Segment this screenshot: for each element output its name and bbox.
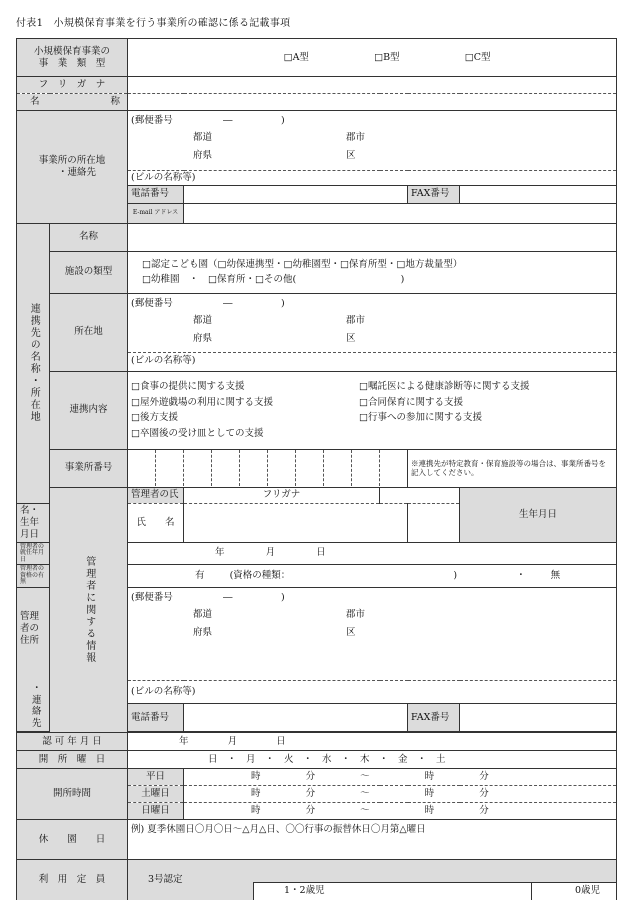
shozaichi-email-field[interactable] xyxy=(184,203,617,223)
kanrisha-fuken: 府県 xyxy=(193,627,213,639)
teiin-label xyxy=(17,860,128,901)
teiin-nintei: 3号認定 xyxy=(148,874,183,886)
renkei-building: (ビルの名称等) xyxy=(128,352,616,367)
shozaichi-fax-label: FAX番号 xyxy=(408,185,460,203)
shozaichi-yubin: (郵便番号 xyxy=(131,115,173,126)
renkei-name-field[interactable] xyxy=(128,223,617,251)
jikan-0-ji2: 時 xyxy=(424,771,435,783)
jikan-1-fun1: 分 xyxy=(305,788,316,800)
document-title: 付表1 小規模保育事業を行う事業所の確認に係る記載事項 xyxy=(16,18,291,29)
kanrisha-tel-label: 電話番号 xyxy=(128,704,184,732)
renkei-dash: ― xyxy=(223,297,233,309)
jikan-2-ji2: 時 xyxy=(424,805,435,817)
renkei-shozai-label: 所在地 xyxy=(50,293,128,371)
renkei-side-text: 連携先の名称・所在地 xyxy=(28,303,40,424)
renkei-shisetsu-line1[interactable]: □認定こども園（□幼保連携型・□幼稚園型・□保育所型・□地方裁量型） xyxy=(142,258,463,270)
kanrisha-tel-field[interactable] xyxy=(184,704,408,732)
kanrisha-birth-label: 生年月日 xyxy=(460,487,617,542)
kaisho-label: 開 所 曜 日 xyxy=(17,751,128,769)
kanrisha-shunin-field[interactable] xyxy=(128,542,617,565)
shunin-hi: 日 xyxy=(316,547,326,559)
kanrisha-shimei-label: 氏 名 xyxy=(128,503,184,542)
jikan-0-kara: ～ xyxy=(360,771,370,783)
jikan-2-ji1: 時 xyxy=(251,805,261,817)
naiyo-okugai-checkbox[interactable]: □屋外遊戯場の利用に関する支援 xyxy=(131,396,273,408)
jikan-row-2-day: 日曜日 xyxy=(128,803,184,820)
naiyo-godo-checkbox[interactable]: □合同保育に関する支援 xyxy=(359,396,463,408)
shozaichi-label xyxy=(17,111,128,224)
kanrisha-shunin-label: 管理者の就任年月日 xyxy=(17,542,50,565)
jikan-row-1[interactable] xyxy=(184,786,617,803)
kanrisha-close: ) xyxy=(281,592,285,604)
shozaichi-address[interactable] xyxy=(128,111,617,171)
renkei-bango-field[interactable] xyxy=(128,449,408,487)
kanrisha-ku: 区 xyxy=(346,627,356,639)
jigyo-ruikei-label-2: 事 業 類 型 xyxy=(38,57,106,69)
kanrisha-furigana-field[interactable] xyxy=(380,487,460,503)
jusho-label-2: ・連絡先 xyxy=(32,682,42,730)
naiyo-shokuji-checkbox[interactable]: □食事の提供に関する支援 xyxy=(131,380,245,392)
shikaku-ari[interactable]: 有 xyxy=(195,570,205,582)
kanrisha-shimei-field[interactable] xyxy=(184,503,408,542)
renkei-shozai-field[interactable] xyxy=(128,293,617,371)
teiin-age-row xyxy=(253,882,616,900)
jikan-row-0[interactable] xyxy=(184,769,617,786)
kanrisha-shikaku-field[interactable] xyxy=(128,565,617,588)
jigyo-ruikei-label xyxy=(17,39,128,77)
jikan-row-2[interactable] xyxy=(184,803,617,820)
kyuen-label: 休 園 日 xyxy=(17,820,128,860)
kanrisha-yubin: (郵便番号 xyxy=(131,592,173,604)
shikaku-shurui-close: ) xyxy=(453,570,458,582)
teiin-field xyxy=(128,860,617,901)
type-c-checkbox[interactable]: □C型 xyxy=(464,51,491,63)
renkei-shisetsu-options xyxy=(128,251,617,293)
shozaichi-label-2: ・連絡先 xyxy=(58,166,97,178)
jigyo-ruikei-options xyxy=(128,39,617,77)
renkei-fuken: 府県 xyxy=(193,332,213,344)
jikan-0-ji1: 時 xyxy=(251,771,261,783)
jikan-1-fun2: 分 xyxy=(479,788,489,800)
ninka-field[interactable] xyxy=(128,733,617,751)
renkei-naiyo-options xyxy=(128,371,617,449)
renkei-shisetsu-label: 施設の類型 xyxy=(50,251,128,293)
kanrisha-building[interactable]: (ビルの名称等) xyxy=(128,681,617,704)
teiin-age-0: 0歳児 xyxy=(575,885,601,897)
jikan-2-kara: ～ xyxy=(360,805,370,817)
renkei-naiyo-label: 連携内容 xyxy=(50,371,128,449)
kanrisha-jusho-label xyxy=(17,588,50,732)
kanrisha-name-label-1: 管理者の氏 xyxy=(128,487,184,503)
jikan-2-fun1: 分 xyxy=(305,805,316,817)
kanrisha-gunshi: 郡市 xyxy=(346,609,366,621)
shikaku-dot: ・ xyxy=(516,570,526,582)
jikan-0-fun2: 分 xyxy=(479,771,489,783)
meisho-label-right: 称 xyxy=(110,96,121,108)
type-b-checkbox[interactable]: □B型 xyxy=(374,51,400,63)
meisho-field[interactable] xyxy=(128,94,617,111)
renkei-shisetsu-line2[interactable]: □幼稚園 ・ □保育所・□その他( ) xyxy=(142,274,405,286)
naiyo-gyoji-checkbox[interactable]: □行事への参加に関する支援 xyxy=(359,412,482,424)
renkei-bango-label: 事業所番号 xyxy=(50,449,128,487)
furigana-label: フ リ ガ ナ xyxy=(17,77,128,94)
kanrisha-fax-field[interactable] xyxy=(460,704,617,732)
shozaichi-email-label: E-mail アドレス xyxy=(128,203,184,223)
kanrisha-name-label-2: 名・生年月日 xyxy=(17,503,50,542)
kanrisha-dash: ― xyxy=(223,592,233,604)
jikan-label: 開所時間 xyxy=(17,769,128,820)
kanrisha-side-text: 管理者に関する情報 xyxy=(83,556,95,665)
meisho-label-left: 名 xyxy=(30,96,40,108)
shozaichi-fuken: 府県 xyxy=(193,150,213,161)
shikaku-shurui: (資格の種類： xyxy=(229,570,291,582)
kanrisha-address[interactable] xyxy=(128,588,617,681)
kanrisha-todo: 都道 xyxy=(193,609,213,621)
ninka-nen: 年 xyxy=(179,735,189,747)
shozaichi-todo: 都道 xyxy=(193,132,213,143)
ninka-hi: 日 xyxy=(276,735,286,747)
jikan-1-ji1: 時 xyxy=(251,788,261,800)
kanrisha-furigana-label: フリガナ xyxy=(184,487,380,503)
jusho-label-1: 管理者の住所 xyxy=(20,611,40,646)
shozaichi-fax-field[interactable] xyxy=(460,185,617,203)
teiin-label-text: 利 用 定 員 xyxy=(38,874,106,886)
renkei-side-label xyxy=(17,223,50,503)
naiyo-sotsuen-checkbox[interactable]: □卒園後の受け皿としての支援 xyxy=(131,428,264,440)
shunin-nen: 年 xyxy=(215,547,225,559)
shozaichi-tel-field[interactable] xyxy=(184,185,408,203)
naiyo-koho-checkbox[interactable]: □後方支援 xyxy=(131,412,178,424)
ninka-label: 認 可 年 月 日 xyxy=(17,733,128,751)
jikan-1-ji2: 時 xyxy=(424,788,435,800)
kanrisha-side-label xyxy=(50,487,128,732)
jigyo-ruikei-label-1: 小規模保育事業の xyxy=(34,45,111,57)
kanrisha-fax-label: FAX番号 xyxy=(408,704,460,732)
shozaichi-gunshi: 郡市 xyxy=(346,132,366,143)
meisho-label xyxy=(17,94,128,111)
renkei-gunshi: 郡市 xyxy=(346,314,366,326)
jikan-row-1-day: 土曜日 xyxy=(128,786,184,803)
jikan-0-fun1: 分 xyxy=(305,771,316,783)
shozaichi-tel-label: 電話番号 xyxy=(128,185,184,203)
shozaichi-building[interactable]: (ビルの名称等) xyxy=(128,171,617,186)
renkei-todo: 都道 xyxy=(193,314,213,326)
shozaichi-close: ) xyxy=(281,115,285,126)
shozaichi-label-1: 事業所の所在地 xyxy=(38,155,106,167)
shunin-tsuki: 月 xyxy=(265,547,276,559)
teiin-age-12: 1・2歳児 xyxy=(284,885,325,897)
kyuen-field[interactable]: 例) 夏季休園日〇月〇日～△月△日、〇〇行事の振替休日〇月第△曜日 xyxy=(128,820,617,860)
ninka-tsuki: 月 xyxy=(227,735,238,747)
renkei-yubin: (郵便番号 xyxy=(131,297,173,309)
jikan-2-fun2: 分 xyxy=(479,805,489,817)
type-a-checkbox[interactable]: □A型 xyxy=(283,51,309,63)
kaisho-days[interactable]: 日 ・ 月 ・ 火 ・ 水 ・ 木 ・ 金 ・ 土 xyxy=(128,751,617,769)
furigana-field[interactable] xyxy=(128,77,617,94)
form-table xyxy=(16,38,617,900)
shozaichi-ku: 区 xyxy=(346,150,356,161)
jikan-row-0-day: 平日 xyxy=(128,769,184,786)
renkei-close: ) xyxy=(281,297,285,309)
naiyo-kenko-checkbox[interactable]: □嘱託医による健康診断等に関する支援 xyxy=(359,380,530,392)
jikan-1-kara: ～ xyxy=(360,788,370,800)
renkei-ku: 区 xyxy=(346,332,356,344)
shozaichi-dash: ― xyxy=(223,115,233,126)
renkei-name-label: 名称 xyxy=(50,223,128,251)
kanrisha-shikaku-label: 管理者の資格の有無 xyxy=(17,565,50,588)
shikaku-nashi[interactable]: 無 xyxy=(550,570,561,582)
renkei-bango-note: ※連携先が特定教育・保育施設等の場合は、事業所番号を記入してください。 xyxy=(408,449,617,487)
